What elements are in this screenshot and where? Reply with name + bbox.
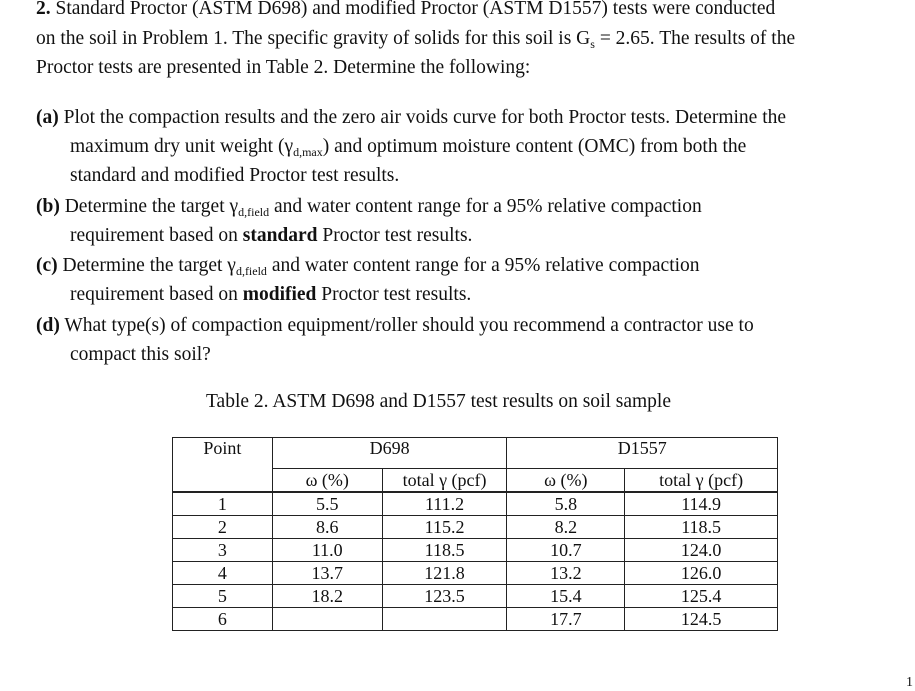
table-caption: Table 2. ASTM D698 and D1557 test results on soil sample xyxy=(206,391,671,412)
header-water-content-d1557: ω (%) xyxy=(507,469,625,493)
table-header-row-1 xyxy=(173,438,778,469)
header-total-unit-weight-d1557: total γ (pcf) xyxy=(625,469,778,493)
part-d-text-2: compact this soil? xyxy=(70,344,211,365)
table-row xyxy=(173,516,778,539)
table-cell: 5.5 xyxy=(272,492,382,516)
table-cell: 115.2 xyxy=(382,516,507,539)
table-row xyxy=(173,608,778,631)
part-b-line-1 xyxy=(36,195,702,220)
table-cell: 13.2 xyxy=(507,562,625,585)
part-c-text-1b: and water content range for a 95% relative compaction xyxy=(266,255,700,276)
part-c-bold: modified xyxy=(242,284,317,305)
table-cell: 118.5 xyxy=(625,516,778,539)
problem-number: 2. xyxy=(36,0,51,19)
part-a-label: (a) xyxy=(36,107,59,128)
part-d-label: (d) xyxy=(36,315,60,336)
part-b-text-1a: Determine the target γ xyxy=(59,196,239,217)
intro-text-2: on the soil in Problem 1. The specific gravity of solids for this soil is G xyxy=(36,28,591,49)
part-b-subscript: d,field xyxy=(238,205,270,219)
intro-text-3: Proctor tests are presented in Table 2. Determine the following: xyxy=(36,57,531,78)
part-a-line-1 xyxy=(36,106,786,130)
table-row xyxy=(173,562,778,585)
header-point: Point xyxy=(173,438,273,469)
table-row xyxy=(173,492,778,516)
intro-text-1: Standard Proctor (ASTM D698) and modified Proctor (ASTM D1557) tests were conducted xyxy=(50,0,776,19)
table-cell: 17.7 xyxy=(507,608,625,631)
table-cell: 118.5 xyxy=(382,539,507,562)
problem-intro-line-3 xyxy=(36,56,530,80)
part-b-bold: standard xyxy=(242,225,318,246)
table-cell: 5.8 xyxy=(507,492,625,516)
table-cell: 125.4 xyxy=(625,585,778,608)
part-a-line-3 xyxy=(70,164,399,188)
table-cell: 10.7 xyxy=(507,539,625,562)
table-cell xyxy=(382,608,507,631)
part-b-text-2b: Proctor test results. xyxy=(317,225,473,246)
header-total-unit-weight-d698: total γ (pcf) xyxy=(382,469,507,493)
table-cell: 3 xyxy=(173,539,273,562)
part-b-line-2 xyxy=(70,224,472,248)
part-c-subscript: d,field xyxy=(235,264,267,278)
part-a-line-2 xyxy=(70,135,746,160)
page-number: 1 xyxy=(906,675,913,690)
table-row xyxy=(173,539,778,562)
part-a-text-2a: maximum dry unit weight (γ xyxy=(70,136,294,157)
table-header-row-2 xyxy=(173,469,778,493)
part-b-text-1b: and water content range for a 95% relative compaction xyxy=(269,196,702,217)
part-c-text-1a: Determine the target γ xyxy=(57,255,236,276)
table-cell: 124.5 xyxy=(625,608,778,631)
table-cell: 15.4 xyxy=(507,585,625,608)
part-a-text-2b: ) and optimum moisture content (OMC) from both the xyxy=(322,136,747,157)
header-d1557: D1557 xyxy=(507,438,778,469)
table-cell: 126.0 xyxy=(625,562,778,585)
part-c-label: (c) xyxy=(36,255,58,276)
part-b-label: (b) xyxy=(36,196,60,217)
part-d-line-2 xyxy=(70,343,211,367)
table-cell: 6 xyxy=(173,608,273,631)
intro-text-2b: = 2.65. The results of the xyxy=(594,28,796,49)
part-d-text-1: What type(s) of compaction equipment/roller should you recommend a contractor use to xyxy=(59,315,754,336)
problem-intro-line-2 xyxy=(36,27,795,52)
table-cell xyxy=(272,608,382,631)
table-cell: 11.0 xyxy=(272,539,382,562)
part-a-subscript: d,max xyxy=(293,145,323,159)
table-cell: 8.2 xyxy=(507,516,625,539)
table-cell: 111.2 xyxy=(382,492,507,516)
problem-intro-line-1 xyxy=(36,0,775,21)
table-cell: 4 xyxy=(173,562,273,585)
results-table xyxy=(172,437,778,631)
header-water-content-d698: ω (%) xyxy=(272,469,382,493)
part-c-text-2a: requirement based on xyxy=(70,284,243,305)
table-cell: 2 xyxy=(173,516,273,539)
table-cell: 8.6 xyxy=(272,516,382,539)
part-d-line-1 xyxy=(36,314,754,338)
table-cell: 18.2 xyxy=(272,585,382,608)
table-cell: 124.0 xyxy=(625,539,778,562)
part-c-line-2 xyxy=(70,283,471,307)
table-cell: 13.7 xyxy=(272,562,382,585)
header-d698: D698 xyxy=(272,438,507,469)
gs-subscript: s xyxy=(590,37,595,51)
part-a-text-1: Plot the compaction results and the zero air voids curve for both Proctor tests. Determine the xyxy=(58,107,787,128)
table-cell: 5 xyxy=(173,585,273,608)
table-cell: 121.8 xyxy=(382,562,507,585)
part-b-text-2a: requirement based on xyxy=(70,225,243,246)
table-cell: 114.9 xyxy=(625,492,778,516)
part-c-line-1 xyxy=(36,254,700,279)
part-a-text-3: standard and modified Proctor test results. xyxy=(70,165,400,186)
header-point-blank xyxy=(173,469,273,493)
table-cell: 123.5 xyxy=(382,585,507,608)
part-c-text-2b: Proctor test results. xyxy=(316,284,472,305)
table-cell: 1 xyxy=(173,492,273,516)
table-row xyxy=(173,585,778,608)
